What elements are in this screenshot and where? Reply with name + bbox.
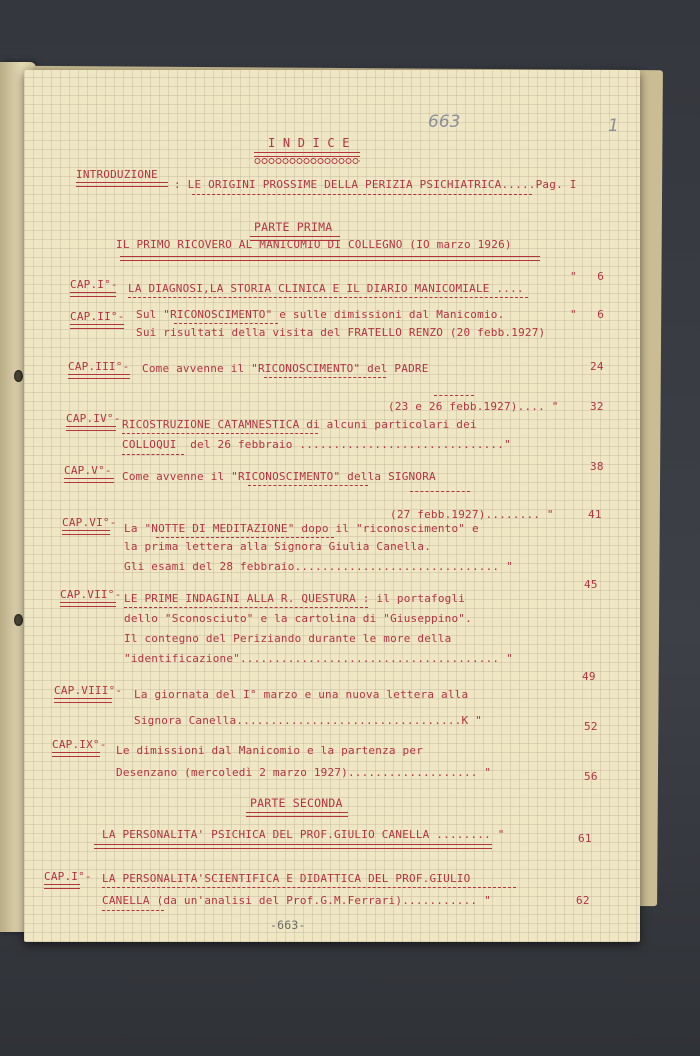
part2-cap-1-label: CAP.I°- bbox=[44, 870, 92, 883]
cap-8-line-2: Signora Canella.................................K " bbox=[134, 714, 482, 727]
cap-6-page: 45 bbox=[584, 578, 598, 591]
cap-3-underline bbox=[68, 374, 130, 379]
cap-3-page: 32 bbox=[590, 400, 604, 413]
cap-6-label: CAP.VI°- bbox=[62, 516, 117, 529]
cap-8-line-1: La giornata del I° marzo e una nuova lettera alla bbox=[134, 688, 469, 701]
cap-1-underline bbox=[70, 292, 116, 297]
cap-7-underline bbox=[60, 602, 116, 607]
cap-6-line-1: La "NOTTE DI MEDITAZIONE" dopo il "riconoscimento" e bbox=[124, 522, 479, 535]
cap-8-underline bbox=[54, 698, 112, 703]
cap-3-line-1: Come avvenne il "RICONOSCIMENTO" del PADRE bbox=[142, 362, 429, 375]
index-page bbox=[24, 70, 640, 942]
cap-3-padre-underline bbox=[434, 395, 474, 396]
cap-2-keyword-underline bbox=[174, 323, 278, 324]
cap-7-label: CAP.VII°- bbox=[60, 588, 122, 601]
cap-4-line-2: COLLOQUI del 26 febbraio .............................." bbox=[122, 438, 511, 451]
cap-9-label: CAP.IX°- bbox=[52, 738, 107, 751]
page-footer-number: -663- bbox=[270, 918, 306, 932]
part2-cap-1-page: 62 bbox=[576, 894, 590, 907]
cap-6-line-2: la prima lettera alla Signora Giulia Canella. bbox=[124, 540, 432, 553]
part1-subtitle-page: " 6 bbox=[570, 270, 605, 283]
cap-7-line-2: dello "Sconosciuto" e la cartolina di "Giuseppino". bbox=[124, 612, 472, 625]
heading-ornament bbox=[254, 158, 360, 164]
cap-3-line-2: (23 e 26 febb.1927).... " bbox=[388, 400, 559, 413]
part2-cap-1-line-2: CANELLA (da un'analisi del Prof.G.M.Ferrari)........... " bbox=[102, 894, 491, 907]
cap-1-label: CAP.I°- bbox=[70, 278, 118, 291]
intro-label-underline bbox=[76, 182, 168, 187]
part2-cap-1-line-1-underline bbox=[102, 887, 516, 888]
cap-4-underline bbox=[66, 426, 116, 431]
cap-6-line-3: Gli esami del 28 febbraio.............................. " bbox=[124, 560, 513, 573]
part2-cap-1-canella-underline bbox=[102, 910, 164, 911]
cap-1-text-underline bbox=[128, 297, 528, 298]
index-heading: I N D I C E bbox=[268, 136, 350, 150]
cap-2-underline bbox=[70, 324, 124, 329]
part2-subtitle: LA PERSONALITA' PSICHICA DEL PROF.GIULIO CANELLA ........ " bbox=[102, 828, 505, 841]
cap-4-colloqui-underline bbox=[122, 454, 184, 455]
part2-subtitle-underline bbox=[94, 844, 492, 849]
intro-text: : LE ORIGINI PROSSIME DELLA PERIZIA PSICHIATRICA.....Pag. I bbox=[174, 178, 577, 191]
cap-5-line-1: Come avvenne il "RICONOSCIMENTO" della SIGNORA bbox=[122, 470, 436, 483]
cap-2-page: 24 bbox=[590, 360, 604, 373]
cap-5-underline bbox=[64, 478, 114, 483]
cap-8-page: 52 bbox=[584, 720, 598, 733]
cap-2-line-1: Sul "RICONOSCIMENTO" e sulle dimissioni dal Manicomio. bbox=[136, 308, 505, 321]
cap-8-label: CAP.VIII°- bbox=[54, 684, 123, 697]
cap-4-line-1: RICOSTRUZIONE CATAMNESTICA di alcuni particolari dei bbox=[122, 418, 477, 431]
cap-2-line-2: Sui risultati della visita del FRATELLO RENZO (20 febb.1927) bbox=[136, 326, 546, 339]
part2-cap-1-line-1: LA PERSONALITA'SCIENTIFICA E DIDATTICA DEL PROF.GIULIO bbox=[102, 872, 471, 885]
cap-9-line-1: Le dimissioni dal Manicomio e la partenza per bbox=[116, 744, 424, 757]
cap-5-page: 41 bbox=[588, 508, 602, 521]
cap-3-label: CAP.III°- bbox=[68, 360, 130, 373]
cap-2-label: CAP.II°- bbox=[70, 310, 125, 323]
cap-9-line-2: Desenzano (mercoledì 2 marzo 1927)................... " bbox=[116, 766, 492, 779]
intro-label: INTRODUZIONE bbox=[76, 168, 158, 181]
cap-7-line-4: "identificazione"...................................... " bbox=[124, 652, 513, 665]
cap-3-keyword-underline bbox=[264, 377, 386, 378]
pencil-corner-number: 1 bbox=[608, 116, 619, 136]
part2-subtitle-page: 61 bbox=[578, 832, 592, 845]
cap-7-line-3: Il contegno del Periziando durante le more della bbox=[124, 632, 452, 645]
binder-hole-bottom bbox=[14, 614, 23, 626]
part1-subtitle-underline bbox=[120, 256, 540, 261]
cap-7-keyword-underline bbox=[124, 607, 368, 608]
part2-title: PARTE SECONDA bbox=[250, 796, 343, 810]
cap-7-page: 49 bbox=[582, 670, 596, 683]
cap-4-page: 38 bbox=[590, 460, 604, 473]
cap-9-underline bbox=[52, 752, 100, 757]
cap-5-signora-underline bbox=[410, 491, 470, 492]
cap-9-page: 56 bbox=[584, 770, 598, 783]
intro-text-underline bbox=[192, 194, 532, 195]
cap-7-line-1: LE PRIME INDAGINI ALLA R. QUESTURA : il portafogli bbox=[124, 592, 466, 605]
part2-cap-1-underline bbox=[44, 884, 80, 889]
part2-title-underline bbox=[246, 812, 348, 817]
heading-underline bbox=[254, 152, 360, 157]
cap-5-label: CAP.V°- bbox=[64, 464, 112, 477]
binder-hole-top bbox=[14, 370, 23, 382]
cap-5-line-2: (27 febb.1927)........ " bbox=[390, 508, 554, 521]
pencil-page-number: 663 bbox=[428, 112, 461, 132]
cap-6-underline bbox=[62, 530, 110, 535]
cap-5-keyword-underline bbox=[248, 485, 368, 486]
cap-1-page: " 6 bbox=[570, 308, 605, 321]
cap-4-label: CAP.IV°- bbox=[66, 412, 121, 425]
part1-title: PARTE PRIMA bbox=[254, 220, 333, 234]
part1-subtitle: IL PRIMO RICOVERO AL MANICOMIO DI COLLEGNO (IO marzo 1926) bbox=[116, 238, 512, 251]
cap-6-keyword-underline bbox=[156, 537, 334, 538]
cap-1-line-1: LA DIAGNOSI,LA STORIA CLINICA E IL DIARIO MANICOMIALE .... bbox=[128, 282, 524, 295]
cap-4-keyword-underline bbox=[122, 433, 318, 434]
